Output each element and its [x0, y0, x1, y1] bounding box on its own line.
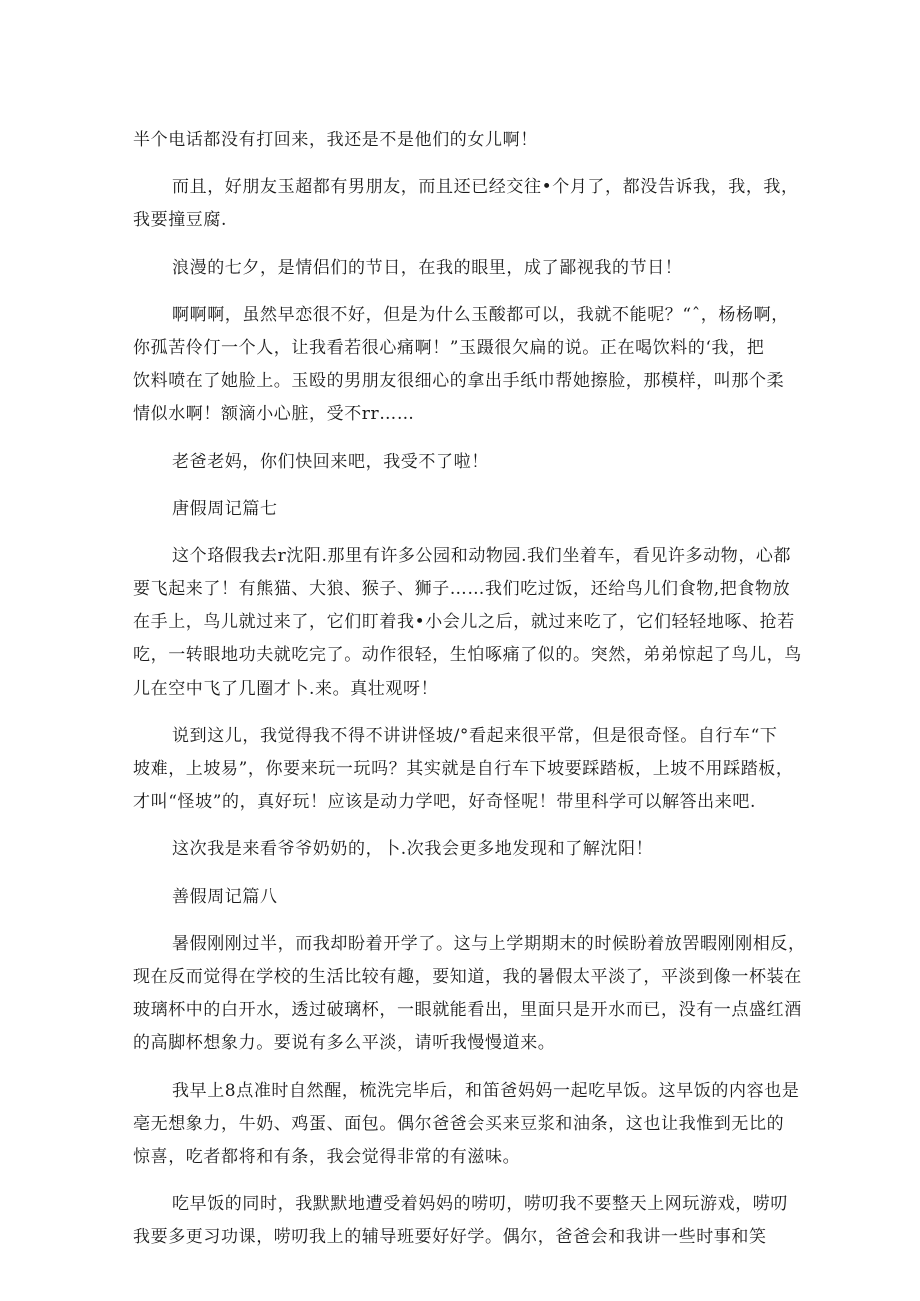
paragraph — [133, 124, 778, 157]
text-line: 善假周记篇八 — [172, 886, 278, 907]
section-heading — [133, 493, 778, 526]
text-line: 儿在空中飞了几圈才卜.来。真壮观呀！ — [133, 678, 439, 699]
text-line: 吃，一转眼地功夫就吃完了。动作很轻，生怕啄痛了似的。突然，弟弟惊起了鸟儿，鸟 — [133, 645, 802, 666]
document-page — [133, 124, 806, 1268]
text-line: 坡难，上坡易”，你要来玩一玩吗？其实就是自行车下坡要踩踏板，上坡不用踩踏板， — [133, 759, 794, 779]
text-line: 我要多更习功课，唠叨我上的辅导班要好好学。偶尔，爸爸会和我讲一些时事和笑 — [133, 1227, 767, 1248]
paragraph — [133, 252, 778, 285]
text-line: 饮料喷在了她脸上。玉殴的男朋友很细心的拿出手纸巾帮她擦脸，那模样，叫那个柔 — [133, 371, 785, 392]
paragraph — [133, 720, 794, 820]
text-line: 暑假刚刚过半，而我却盼着开学了。这与上学期期末的时候盼着放罟暇刚刚相反， — [172, 933, 806, 954]
text-line: 吃早饭的同时，我默默地遭受着妈妈的唠叨，唠叨我不要整天上网玩游戏，唠叨 — [172, 1194, 788, 1215]
paragraph — [133, 1188, 788, 1254]
text-line: 而且，好朋友玉超都有男朋友，而且还已经交往•个月了，都没告诉我，我，我， — [172, 177, 799, 198]
paragraph — [133, 446, 778, 479]
paragraph — [133, 1075, 800, 1175]
text-line: 惊喜，吃者都将和有条，我会觉得非常的有滋味。 — [133, 1146, 521, 1167]
text-line: 老爸老妈，你们快回来吧，我受不了啦！ — [172, 451, 489, 472]
text-line: 玻璃杯中的白开水，透过破璃杯，一眼就能看出，里面只是开水而已，没有一点盛红酒 — [133, 1000, 802, 1021]
paragraph — [133, 928, 806, 1061]
text-line: 才叫“怪坡”的，真好玩！应该是动力学吧，好奇怪呢！带里科学可以解答出来吧. — [133, 792, 756, 813]
text-line: 我要撞豆腐. — [133, 210, 228, 231]
paragraph — [133, 540, 802, 706]
text-line: 唐假周记篇七 — [172, 498, 278, 519]
text-line: 亳无想象力，牛奶、鸡蛋、面包。偶尔爸爸会买来豆浆和油条，这也让我惟到无比的 — [133, 1113, 785, 1134]
text-line: 这次我是来看爷爷奶奶的，卜.次我会更多地发现和了解沈阳！ — [172, 839, 654, 860]
text-line: 要飞起来了！有熊猫、大狼、猴子、狮子……我们吃过饭，还给鸟儿们食物,把食物放 — [133, 579, 791, 600]
section-heading — [133, 881, 778, 914]
text-line: 说到这儿，我觉得我不得不讲讲怪坡/°看起来很平常，但是很奇怪。自行车“下 — [172, 725, 778, 746]
paragraph — [133, 833, 778, 866]
paragraph — [133, 171, 799, 237]
text-line: 啊啊啊，虽然早恋很不好，但是为什么玉酸都可以，我就不能呢？“ˆ，杨杨啊， — [172, 304, 789, 325]
text-line: 的高脚杯想象力。要说有多么平淡，请听我慢慢道来。 — [133, 1033, 556, 1054]
text-line: 浪漫的七夕，是情侣们的节日，在我的眼里，成了鄙视我的节日！ — [172, 257, 683, 278]
text-line: 这个珞假我去r沈阳.那里有许多公园和动物园.我们坐着车，看见许多动物，心都 — [172, 545, 792, 566]
text-line: 你孤苦伶仃一个人，让我看若很心痛啊！”玉蹑很欠扁的说。正在喝饮料的‘我，把 — [133, 337, 765, 358]
text-line: 半个电话都没有打回来，我还是不是他们的女儿啊！ — [133, 130, 538, 150]
paragraph — [133, 299, 789, 432]
text-line: 现在反而觉得在学校的生活比较有趣，要知道，我的暑假太平淡了，平淡到像一杯装在 — [133, 966, 802, 987]
text-line: 情似水啊！额滴小心脏，受不rr…… — [133, 404, 415, 425]
text-line: 我早上8点准时自然醒，梳洗完毕后，和笛爸妈妈一起吃早饭。这早饭的内容也是 — [172, 1080, 800, 1101]
text-line: 在手上，鸟儿就过来了，它们盯着我•小会儿之后，就过来吃了，它们轻轻地啄、抢若 — [133, 612, 795, 633]
